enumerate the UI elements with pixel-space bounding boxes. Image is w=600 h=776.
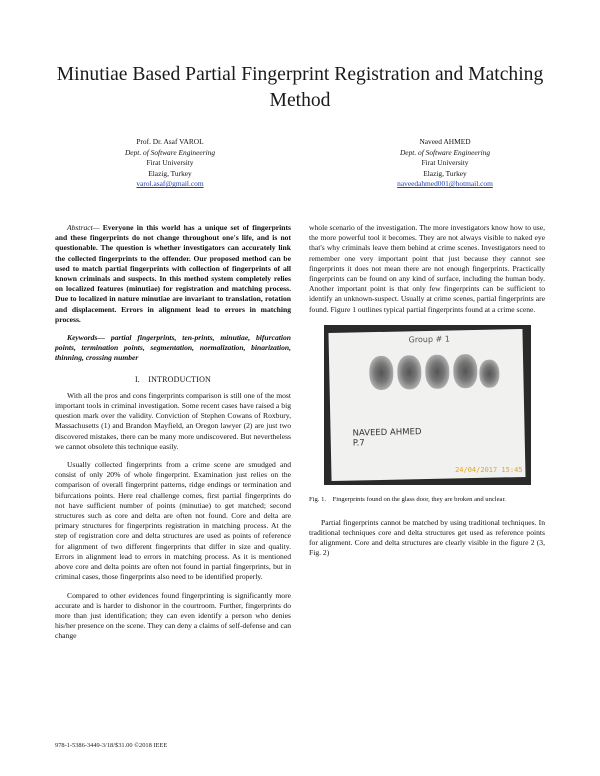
paragraph-after-figure: Partial fingerprints cannot be matched by using traditional techniques. In traditional techniques core and delta structures get used as reference points for alignment. Core and delta structures are clearly visible in the figure 2 (3, Fig. 2) bbox=[309, 517, 545, 558]
intro-paragraph-2: Usually collected fingerprints from a crime scene are smudged and consist of only 20% of whole fingerprint. Examination just relies on the comparison of overall fingerprint patterns, ridge endings or termination and bifurcations points. Here real challenge comes, first partial fingerprints do not have sufficient number of points (minutiae) to get matched; second structures such as core and delta are often not found. Core and delta are primary structures for fingerprints registration in matching process. At the step of registration core and delta structures are used as points of reference for alignment of two different fingerprints that differ in size and quality. Errors in alignment lead to errors in matching process. As it is mentioned above core and delta points are often not found in partial fingerprints, but in criminal cases, those fingerprints also need to be identified properly. bbox=[55, 460, 291, 582]
author-block-2 bbox=[345, 137, 545, 190]
abstract-text: Everyone in this world has a unique set of fingerprints and these fingerprints do not change throughout one's life, and is not questionable. The question is whether investigators can accurately link the collected fingerprints to the offender. Our proposed method can be used to match partial fingerprints with collection of fingerprints of all known criminals and suspects. In this method system completely relies on localized features (minutiae) for registration and matching process. Due to localized in nature minutiae are invariant to translation, rotation and displacement. Errors in alignment lead to errors in matching process. bbox=[55, 223, 291, 324]
card-label-name: NAVEED AHMED bbox=[351, 426, 422, 439]
author-department: Dept. of Software Engineering bbox=[399, 147, 491, 157]
fingerprint-mark bbox=[368, 356, 393, 390]
paper-title: Minutiae Based Partial Fingerprint Registration and Matching Method bbox=[56, 64, 544, 111]
author-university: Firat University bbox=[146, 158, 194, 168]
intro-paragraph-1: With all the pros and cons fingerprints comparison is still one of the most important tools in criminal investigation. Some recent cases have raised a big question mark over the validity. Conviction of Stephen Cowans of Roxbury, Massachusetts (1) and Brandon Mayfield, an Oregon lawyer (2) are just two discovered mistakes, there can be many more undiscovered. But nevertheless we cannot obsolete this technique easily. bbox=[55, 390, 291, 451]
left-column bbox=[55, 223, 291, 642]
abstract-lead: Abstract— bbox=[67, 223, 100, 232]
abstract bbox=[55, 223, 291, 325]
keywords: Keywords— partial fingerprints, ten-prints, minutiae, bifurcation points, termination points, segmentation, normalization, binarization, thinning, crossing number bbox=[55, 333, 291, 363]
author-email-link[interactable]: varol.asaf@gmail.com bbox=[136, 179, 204, 189]
section-heading-introduction: I. INTRODUCTION bbox=[134, 374, 212, 384]
photo-timestamp: 24/04/2017 15:45 bbox=[455, 465, 523, 474]
figure-1-photo bbox=[324, 325, 531, 485]
author-location: Elazig, Turkey bbox=[423, 168, 467, 178]
card-handwritten-label bbox=[352, 427, 421, 448]
intro-paragraph-continued: whole scenario of the investigation. The more investigators know how to use, the more powerful tool it becomes. They are not always visible to naked eye that's why criminals leave them behind at crime scenes. Investigators need to remember one very important point that just because they cannot see fingerprints it does not mean there are not enough fingerprints. Practically fingerprints can be found on any kind of surface, including the human body. Another important point is that only few fingerprints can be sufficient to identify an unknown-suspect. Usually at crime scenes, partial fingerprints are found. Figure 1 outlines typical partial fingerprints found at a crime scene. bbox=[309, 223, 545, 314]
fingerprint-mark bbox=[424, 354, 449, 388]
author-name: Prof. Dr. Asaf VAROL bbox=[136, 137, 204, 146]
fingerprint-mark bbox=[479, 359, 500, 387]
author-university: Firat University bbox=[421, 158, 469, 168]
author-location: Elazig, Turkey bbox=[148, 168, 192, 178]
right-column bbox=[309, 223, 545, 559]
author-email-link[interactable]: naveedahmed001@hotmail.com bbox=[397, 179, 493, 189]
author-block-1 bbox=[70, 137, 270, 190]
fingerprint-mark bbox=[396, 355, 421, 389]
author-department: Dept. of Software Engineering bbox=[124, 147, 216, 157]
fingerprint-mark bbox=[452, 354, 477, 388]
fingerprint-card bbox=[328, 329, 525, 481]
intro-paragraph-3: Compared to other evidences found fingerprinting is significantly more accurate and is harder to dishonor in the courtroom. Further, fingerprints do more than just identification; they can even identify a person who denies his/her presence on the scene. They can deny a claims of self-defense and can change bbox=[55, 590, 292, 641]
figure-1-caption: Fig. 1. Fingerprints found on the glass door, they are broken and unclear. bbox=[309, 495, 506, 503]
card-handwritten-note: Group # 1 bbox=[408, 334, 450, 345]
copyright-footer: 978-1-5386-3449-3/18/$31.00 ©2018 IEEE bbox=[55, 742, 168, 749]
author-name: Naveed AHMED bbox=[419, 137, 471, 146]
card-label-page: P.7 bbox=[352, 438, 365, 449]
